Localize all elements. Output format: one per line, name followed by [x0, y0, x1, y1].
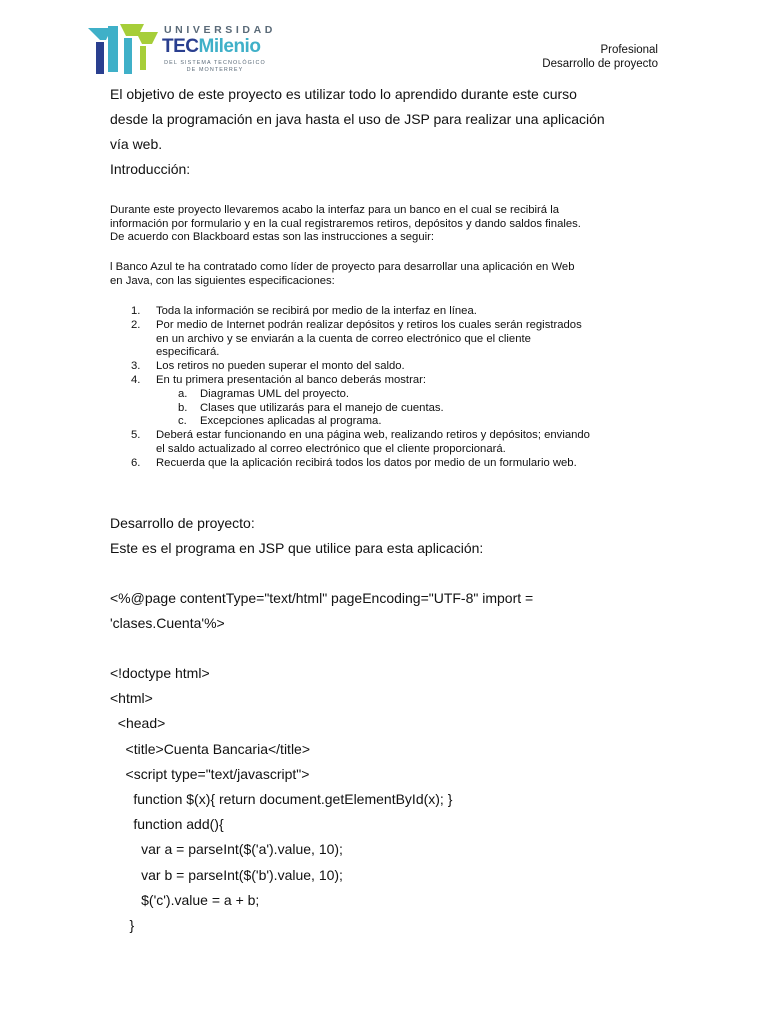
- code-line: <html>: [110, 690, 153, 707]
- list-text: Los retiros no pueden superar el monto del saldo.: [156, 360, 405, 373]
- code-line: var a = parseInt($('a').value, 10);: [110, 841, 343, 858]
- sub-list-item: [178, 415, 661, 429]
- list-text: Toda la información se recibirá por medio de la interfaz en línea.: [156, 305, 477, 317]
- list-text: especificará.: [156, 346, 220, 359]
- sub-list-letter: a.: [178, 387, 188, 400]
- logo-universidad-text: UNIVERSIDAD: [164, 24, 276, 36]
- jsp-directive: [110, 586, 533, 636]
- objective-line: El objetivo de este proyecto es utilizar todo lo aprendido durante este curso: [110, 86, 577, 102]
- list-item: [131, 305, 661, 319]
- code-block: [110, 661, 452, 938]
- list-text: Deberá estar funcionando en una página web, realizando retiros y depósitos; enviando: [156, 429, 590, 442]
- sub-list-letter: c.: [178, 415, 187, 428]
- list-number: 1.: [131, 305, 141, 317]
- sub-list-text: Excepciones aplicadas al programa.: [200, 415, 382, 428]
- logo-sub-line2: DE MONTERREY: [186, 67, 244, 73]
- logo-milenio: Milenio: [198, 36, 261, 57]
- list-item: [131, 319, 661, 360]
- objective-paragraph: [110, 82, 670, 182]
- list-text: en un archivo y se enviarán a la cuenta de correo electrónico que el cliente: [156, 332, 531, 345]
- development-section: [110, 511, 670, 561]
- logo-subtitle: [164, 60, 266, 74]
- list-text: Recuerda que la aplicación recibirá todos los datos por medio de un formulario web.: [156, 456, 577, 469]
- list-text: Por medio de Internet podrán realizar depósitos y retiros los cuales serán registrados: [156, 318, 582, 331]
- development-heading: Desarrollo de proyecto:: [110, 515, 255, 531]
- list-item: [131, 374, 661, 388]
- code-line: <!doctype html>: [110, 665, 210, 681]
- code-line: 'clases.Cuenta'%>: [110, 615, 225, 632]
- code-line: <title>Cuenta Bancaria</title>: [110, 740, 311, 757]
- introduccion-heading: Introducción:: [110, 161, 191, 177]
- list-text: En tu primera presentación al banco deberás mostrar:: [156, 373, 427, 386]
- list-number: 2.: [131, 318, 141, 331]
- description-line: en Java, con las siguientes especificaciones:: [110, 274, 335, 287]
- development-intro: Este es el programa en JSP que utilice para esta aplicación:: [110, 540, 484, 556]
- code-line: function $(x){ return document.getElementById(x); }: [110, 791, 453, 808]
- document-header-right: [542, 43, 658, 71]
- code-line: <script type="text/javascript">: [110, 765, 310, 782]
- logo-tec: TEC: [162, 36, 199, 57]
- logo-mark-icon: [86, 22, 160, 80]
- objective-line: vía web.: [110, 136, 163, 152]
- description-line: información por formulario y en la cual registraremos retiros, depósitos y dando saldos finales.: [110, 217, 581, 230]
- sub-list-item: [178, 388, 661, 402]
- list-number: 5.: [131, 429, 141, 442]
- sub-list-text: Clases que utilizarás para el manejo de cuentas.: [200, 401, 444, 414]
- sub-list-item: [178, 402, 661, 416]
- logo-tecmilenio-text: [162, 36, 260, 58]
- list-item: [131, 360, 661, 374]
- code-line: $('c').value = a + b;: [110, 891, 260, 908]
- description-line: De acuerdo con Blackboard estas son las instrucciones a seguir:: [110, 231, 435, 244]
- objective-line: desde la programación en java hasta el uso de JSP para realizar una aplicación: [110, 111, 605, 127]
- tecmilenio-logo: [86, 22, 276, 80]
- description-line: l Banco Azul te ha contratado como líder de proyecto para desarrollar una aplicación en Web: [110, 261, 575, 273]
- list-text: el saldo actualizado al correo electrónico que el cliente proporcionará.: [156, 442, 506, 455]
- description-line: Durante este proyecto llevaremos acabo la interfaz para un banco en el cual se recibirá la: [110, 204, 559, 216]
- sub-list-text: Diagramas UML del proyecto.: [200, 387, 350, 400]
- code-line: <head>: [110, 715, 166, 732]
- list-number: 6.: [131, 456, 141, 469]
- list-number: 4.: [131, 373, 141, 386]
- list-item: [131, 429, 661, 457]
- sub-list-letter: b.: [178, 401, 188, 414]
- list-item: [131, 457, 661, 471]
- logo-sub-line1: DEL SISTEMA TECNOLÓGICO: [164, 60, 266, 66]
- description-paragraph-1: [110, 204, 650, 245]
- header-desarrollo: Desarrollo de proyecto: [542, 58, 658, 70]
- code-line: <%@page contentType="text/html" pageEncoding="UTF-8" import =: [110, 590, 534, 606]
- header-profesional: Profesional: [600, 44, 658, 56]
- code-line: var b = parseInt($('b').value, 10);: [110, 866, 343, 883]
- list-number: 3.: [131, 360, 141, 373]
- code-line: }: [110, 917, 135, 934]
- spec-list: [131, 305, 661, 471]
- code-line: function add(){: [110, 816, 224, 833]
- description-paragraph-2: [110, 261, 650, 288]
